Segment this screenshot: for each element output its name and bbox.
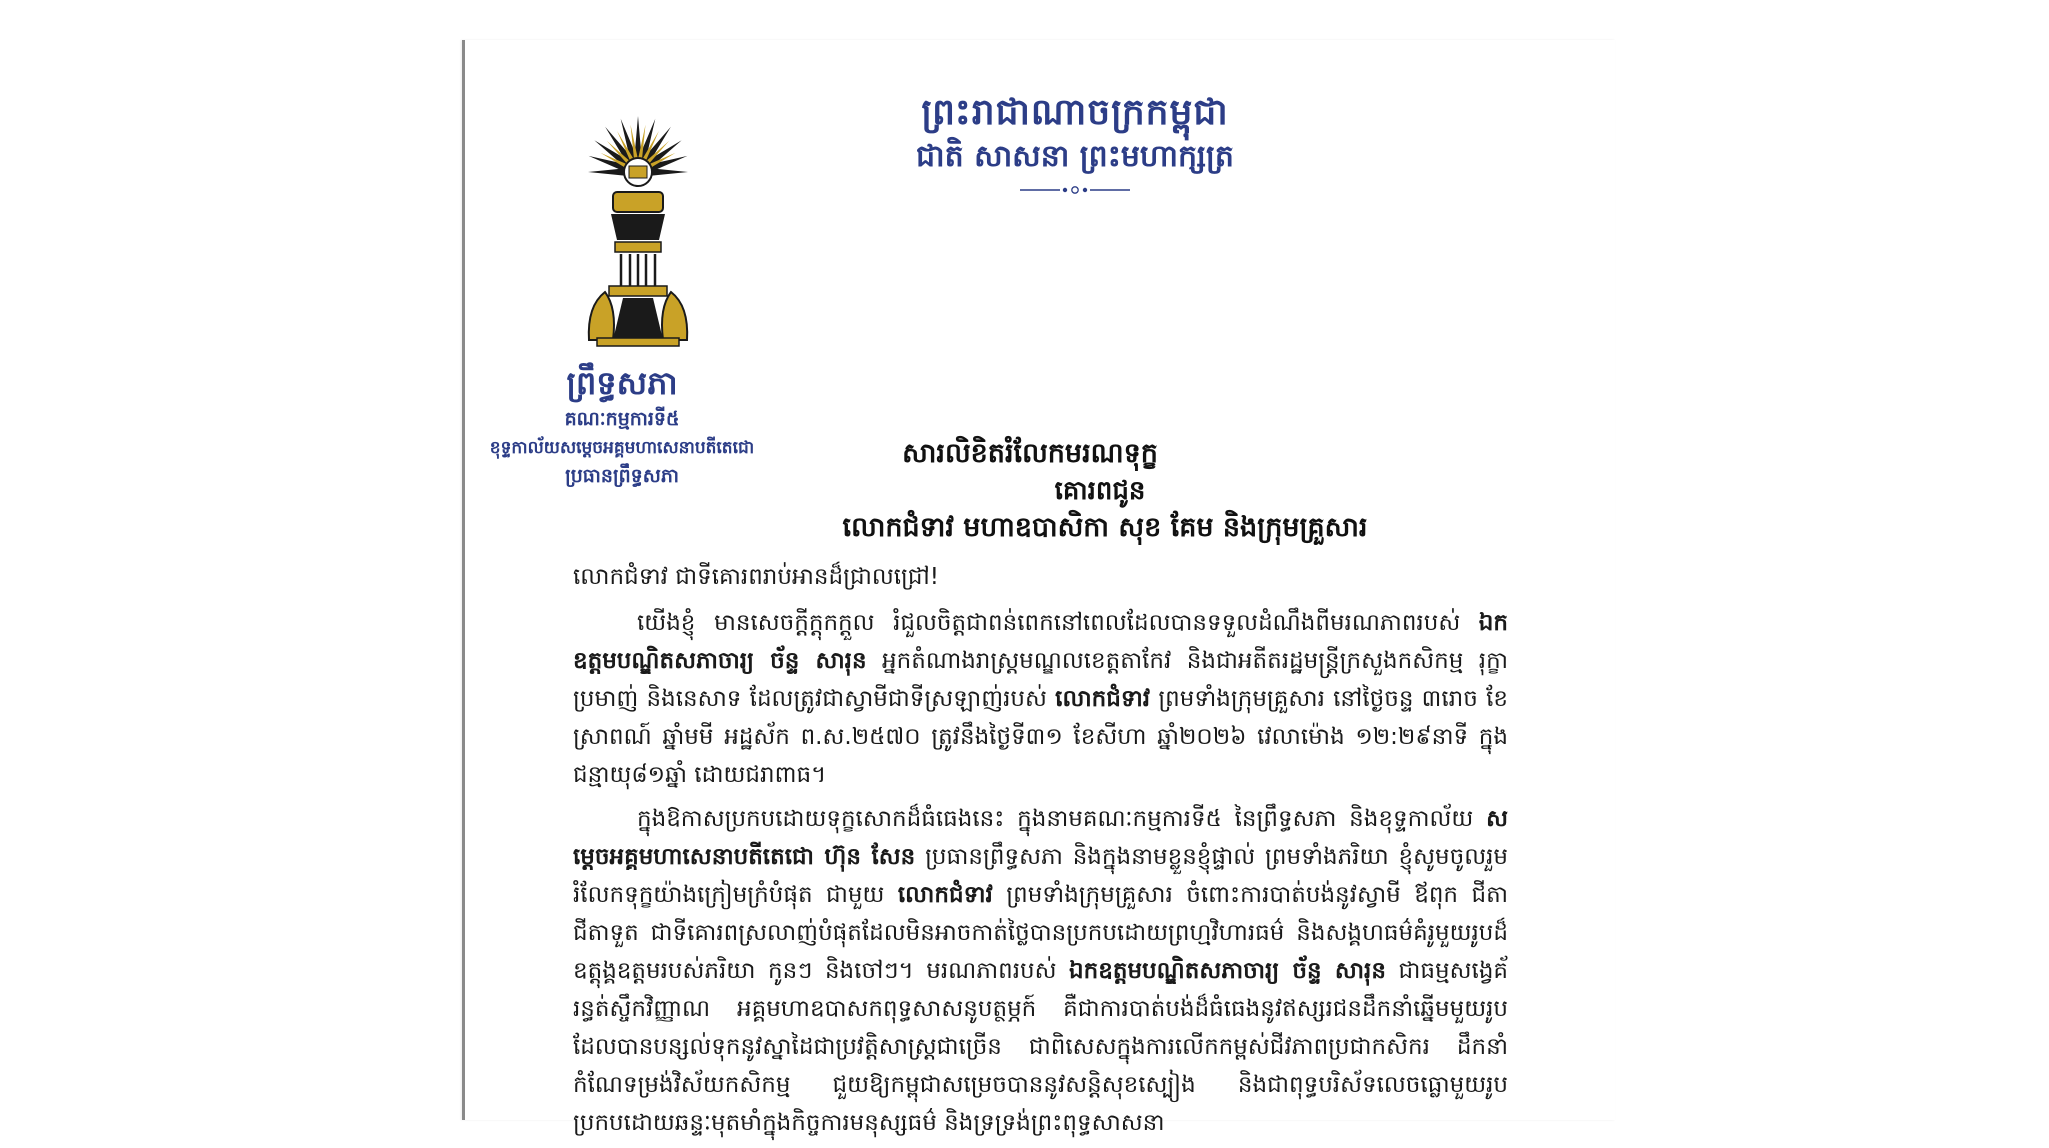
commission-name: គណៈកម្មការទី៥: [564, 408, 680, 430]
salutation: លោកជំទាវ ជាទីគោរពរាប់អានដ៏ជ្រាលជ្រៅ!: [573, 564, 940, 590]
recipient-title: លោកជំទាវ: [897, 882, 993, 908]
kingdom-header: [835, 90, 1315, 196]
recipient-title: លោកជំទាវ: [1055, 686, 1151, 712]
deceased-name: ឯកឧត្តមបណ្ឌិតសភាចារ្យ ច័ន្ទ សារុន: [1069, 958, 1386, 984]
kingdom-motto: ជាតិ សាសនា ព្រះមហាក្សត្រ: [916, 139, 1234, 174]
letter-title: សារលិខិតរំលែកមរណទុក្ខ: [902, 438, 1158, 469]
paragraph-text: ព្រមទាំងក្រុមគ្រួសារ នៅថ្ងៃចន្ទ ៣រោច ខែស្រាពណ៍ ឆ្នាំមមី អដ្ឋស័ក ព.ស.២៥៧០ ត្រូវនឹងថ្ងៃទី៣១ ខែសីហា ឆ្នាំ២០២៦ វេលាម៉ោង ១២:២៩នាទី ក្នុងជន្មាយុ៨១ឆ្នាំ ដោយជរាពាធ។: [573, 686, 1508, 788]
letter-recipient: លោកជំទាវ មហាឧបាសិកា សុខ គែម និងក្រុមគ្រួសារ: [842, 512, 1368, 543]
cabinet-name: ខុទ្ទកាល័យសម្តេចអគ្គមហាសេនាបតីតេជោ: [489, 438, 755, 458]
senate-president-name: សម្តេចអគ្គមហាសេនាបតីតេជោ ហ៊ុន សែន: [573, 806, 1508, 870]
letter-heading: [465, 435, 1615, 547]
paragraph-text: ប្រធានព្រឹទ្ធសភា និងក្នុងនាមខ្លួនខ្ញុំផ្ទាល់ ព្រមទាំងភរិយា ខ្ញុំសូមចូលរួមរំលែកទុក្ខយ៉ាងក្រៀមក្រំបំផុត ជាមួយ: [573, 844, 1508, 908]
body-paragraph-1: [573, 604, 1508, 794]
senate-emblem-icon: [583, 110, 693, 350]
body-paragraph-2: [573, 800, 1508, 1142]
senate-name: ព្រឹទ្ធសភា: [566, 364, 678, 402]
paragraph-text: ក្នុងឱកាសប្រកបដោយទុក្ខសោកដ៏ធំធេងនេះ ក្នុងនាមគណៈកម្មការទី៥ នៃព្រឹទ្ធសភា និងខុទ្ទកាល័យ: [637, 806, 1487, 832]
deceased-name: ឯកឧត្តមបណ្ឌិតសភាចារ្យ ច័ន្ទ សារុន: [573, 610, 1508, 674]
paragraph-text: អ្នកតំណាងរាស្ត្រមណ្ឌលខេត្តតាកែវ និងជាអតីតរដ្ឋមន្ត្រីក្រសួងកសិកម្ម រុក្ខាប្រមាញ់ និងនេសាទ ដែលត្រូវជាស្វាមីជាទីស្រឡាញ់របស់: [573, 648, 1508, 712]
paragraph-text: ព្រមទាំងក្រុមគ្រួសារ ចំពោះការបាត់បង់នូវស្វាមី ឪពុក ជីតា ជីតាទួត ជាទីគោរពស្រលាញ់បំផុតដែលមិនអាចកាត់ថ្លៃបានប្រកបដោយព្រហ្មវិហារធម៌ និងសង្គហធម៌គំរូមួយរូបដ៏ឧត្តុង្គឧត្តមរបស់ភរិយា កូនៗ និងចៅៗ។ មរណភាពរបស់: [573, 882, 1508, 984]
president-title: ប្រធានព្រឹទ្ធសភា: [565, 465, 679, 487]
letter-page: [462, 40, 1615, 1136]
kingdom-title: ព្រះរាជាណាចក្រកម្ពុជា: [921, 92, 1229, 133]
paragraph-text: យើងខ្ញុំ មានសេចក្តីក្តុកក្តួល រំជួលចិត្តជាពន់ពេកនៅពេលដែលបានទទួលដំណឹងពីមរណភាពរបស់: [637, 610, 1479, 636]
letter-addressee-label: គោរពជូន: [1054, 476, 1146, 506]
ornament-divider-icon: [1020, 184, 1130, 196]
paragraph-text: ជាធម្មសង្វេគ័រន្ធត់ស្ចឹកវិញ្ញាណ អគ្គមហាឧបាសកពុទ្ធសាសនូបត្ថម្ភក៍ គឺជាការបាត់បង់ដ៏ធំធេងនូវឥស្សរជនដឹកនាំឆ្នើមមួយរូប ដែលបានបន្សល់ទុកនូវស្នាដៃជាប្រវត្តិសាស្ត្រជាច្រើន ជាពិសេសក្នុងការលើកកម្ពស់ជីវភាពប្រជាកសិករ ដឹកនាំកំណែទម្រង់វិស័យកសិកម្ម ជួយឱ្យកម្ពុជាសម្រេចបាននូវសន្តិសុខស្បៀង និងជាពុទ្ធបរិស័ទលេចធ្លោមួយរូប ប្រកបដោយឆន្ទៈមុតមាំក្នុងកិច្ចការមនុស្សធម៌ និងទ្រទ្រង់ព្រះពុទ្ធសាសនា: [573, 958, 1509, 1136]
letter-body: [573, 558, 1508, 1148]
